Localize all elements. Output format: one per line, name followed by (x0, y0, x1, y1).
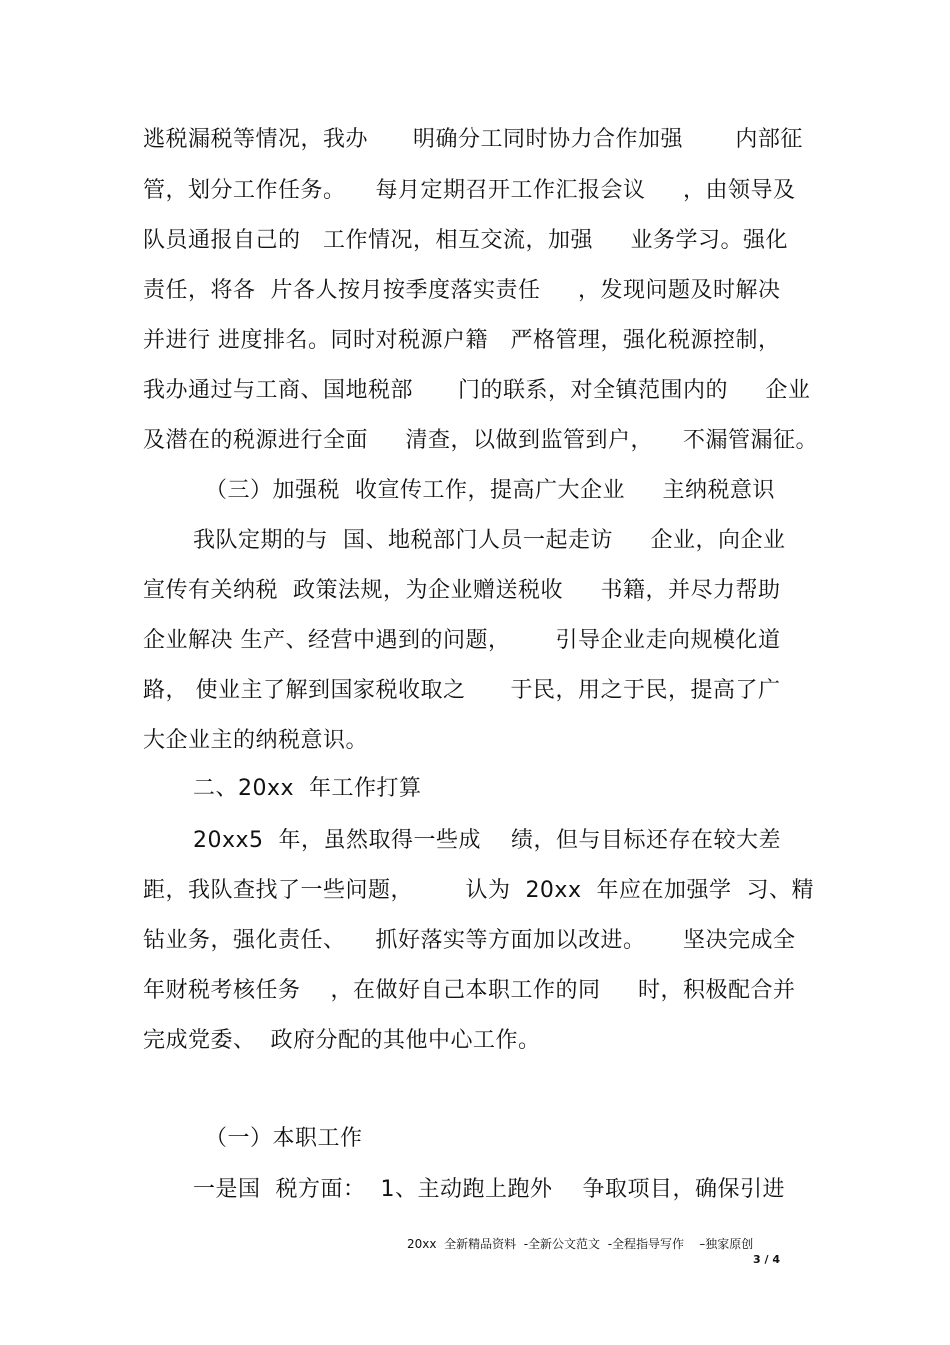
body-text-line: 并进行 进度排名。同时对税源户籍 严格管理，强化税源控制， (143, 328, 781, 353)
section-heading: 二、20xx 年工作打算 (193, 776, 422, 801)
body-text-line: 大企业主的纳税意识。 (143, 728, 369, 753)
body-text-line: 年财税考核任务 ，在做好自己本职工作的同 时，积极配合并 (143, 978, 796, 1003)
body-text-line: 队员通报自己的 工作情况，相互交流，加强 业务学习。强化 (143, 228, 788, 253)
body-text-line: 距，我队查找了一些问题， 认为 20xx 年应在加强学 习、精 (143, 878, 814, 903)
body-text-line: 20xx5 年，虽然取得一些成 绩，但与目标还存在较大差 (193, 828, 781, 853)
body-text-line: 宣传有关纳税 政策法规，为企业赠送税收 书籍，并尽力帮助 (143, 578, 781, 603)
body-text-line: 企业解决 生产、经营中遇到的问题， 引导企业走向规模化道 (143, 628, 781, 653)
body-text-line: 及潜在的税源进行全面 清查，以做到监管到户， 不漏管漏征。 (143, 428, 818, 453)
footer-text: 20xx 全新精品资料 -全新公文范文 -全程指导写作 –独家原创 (407, 1237, 754, 1251)
body-text-line: 完成党委、 政府分配的其他中心工作。 (143, 1028, 541, 1053)
body-text-line: 钻业务，强化责任、 抓好落实等方面加以改进。 坚决完成全 (143, 928, 796, 953)
body-text-line: 管，划分工作任务。 每月定期召开工作汇报会议 ，由领导及 (143, 178, 796, 203)
body-text-line: 一是国 税方面： 1、主动跑上跑外 争取项目，确保引进 (193, 1177, 785, 1202)
section-heading: （一）本职工作 (205, 1126, 363, 1151)
body-text-line: 责任，将各 片各人按月按季度落实责任 ，发现问题及时解决 (143, 278, 781, 303)
body-text-line: 我办通过与工商、国地税部 门的联系，对全镇范围内的 企业 (143, 378, 811, 403)
body-text-line: 路， 使业主了解到国家税收取之 于民，用之于民，提高了广 (143, 678, 781, 703)
body-text-line: 逃税漏税等情况，我办 明确分工同时协力合作加强 内部征 (143, 127, 803, 152)
section-heading: （三）加强税 收宣传工作，提高广大企业 主纳税意识 (205, 478, 775, 503)
body-text-line: 我队定期的与 国、地税部门人员一起走访 企业，向企业 (193, 528, 786, 553)
page-number: 3 / 4 (753, 1253, 780, 1266)
